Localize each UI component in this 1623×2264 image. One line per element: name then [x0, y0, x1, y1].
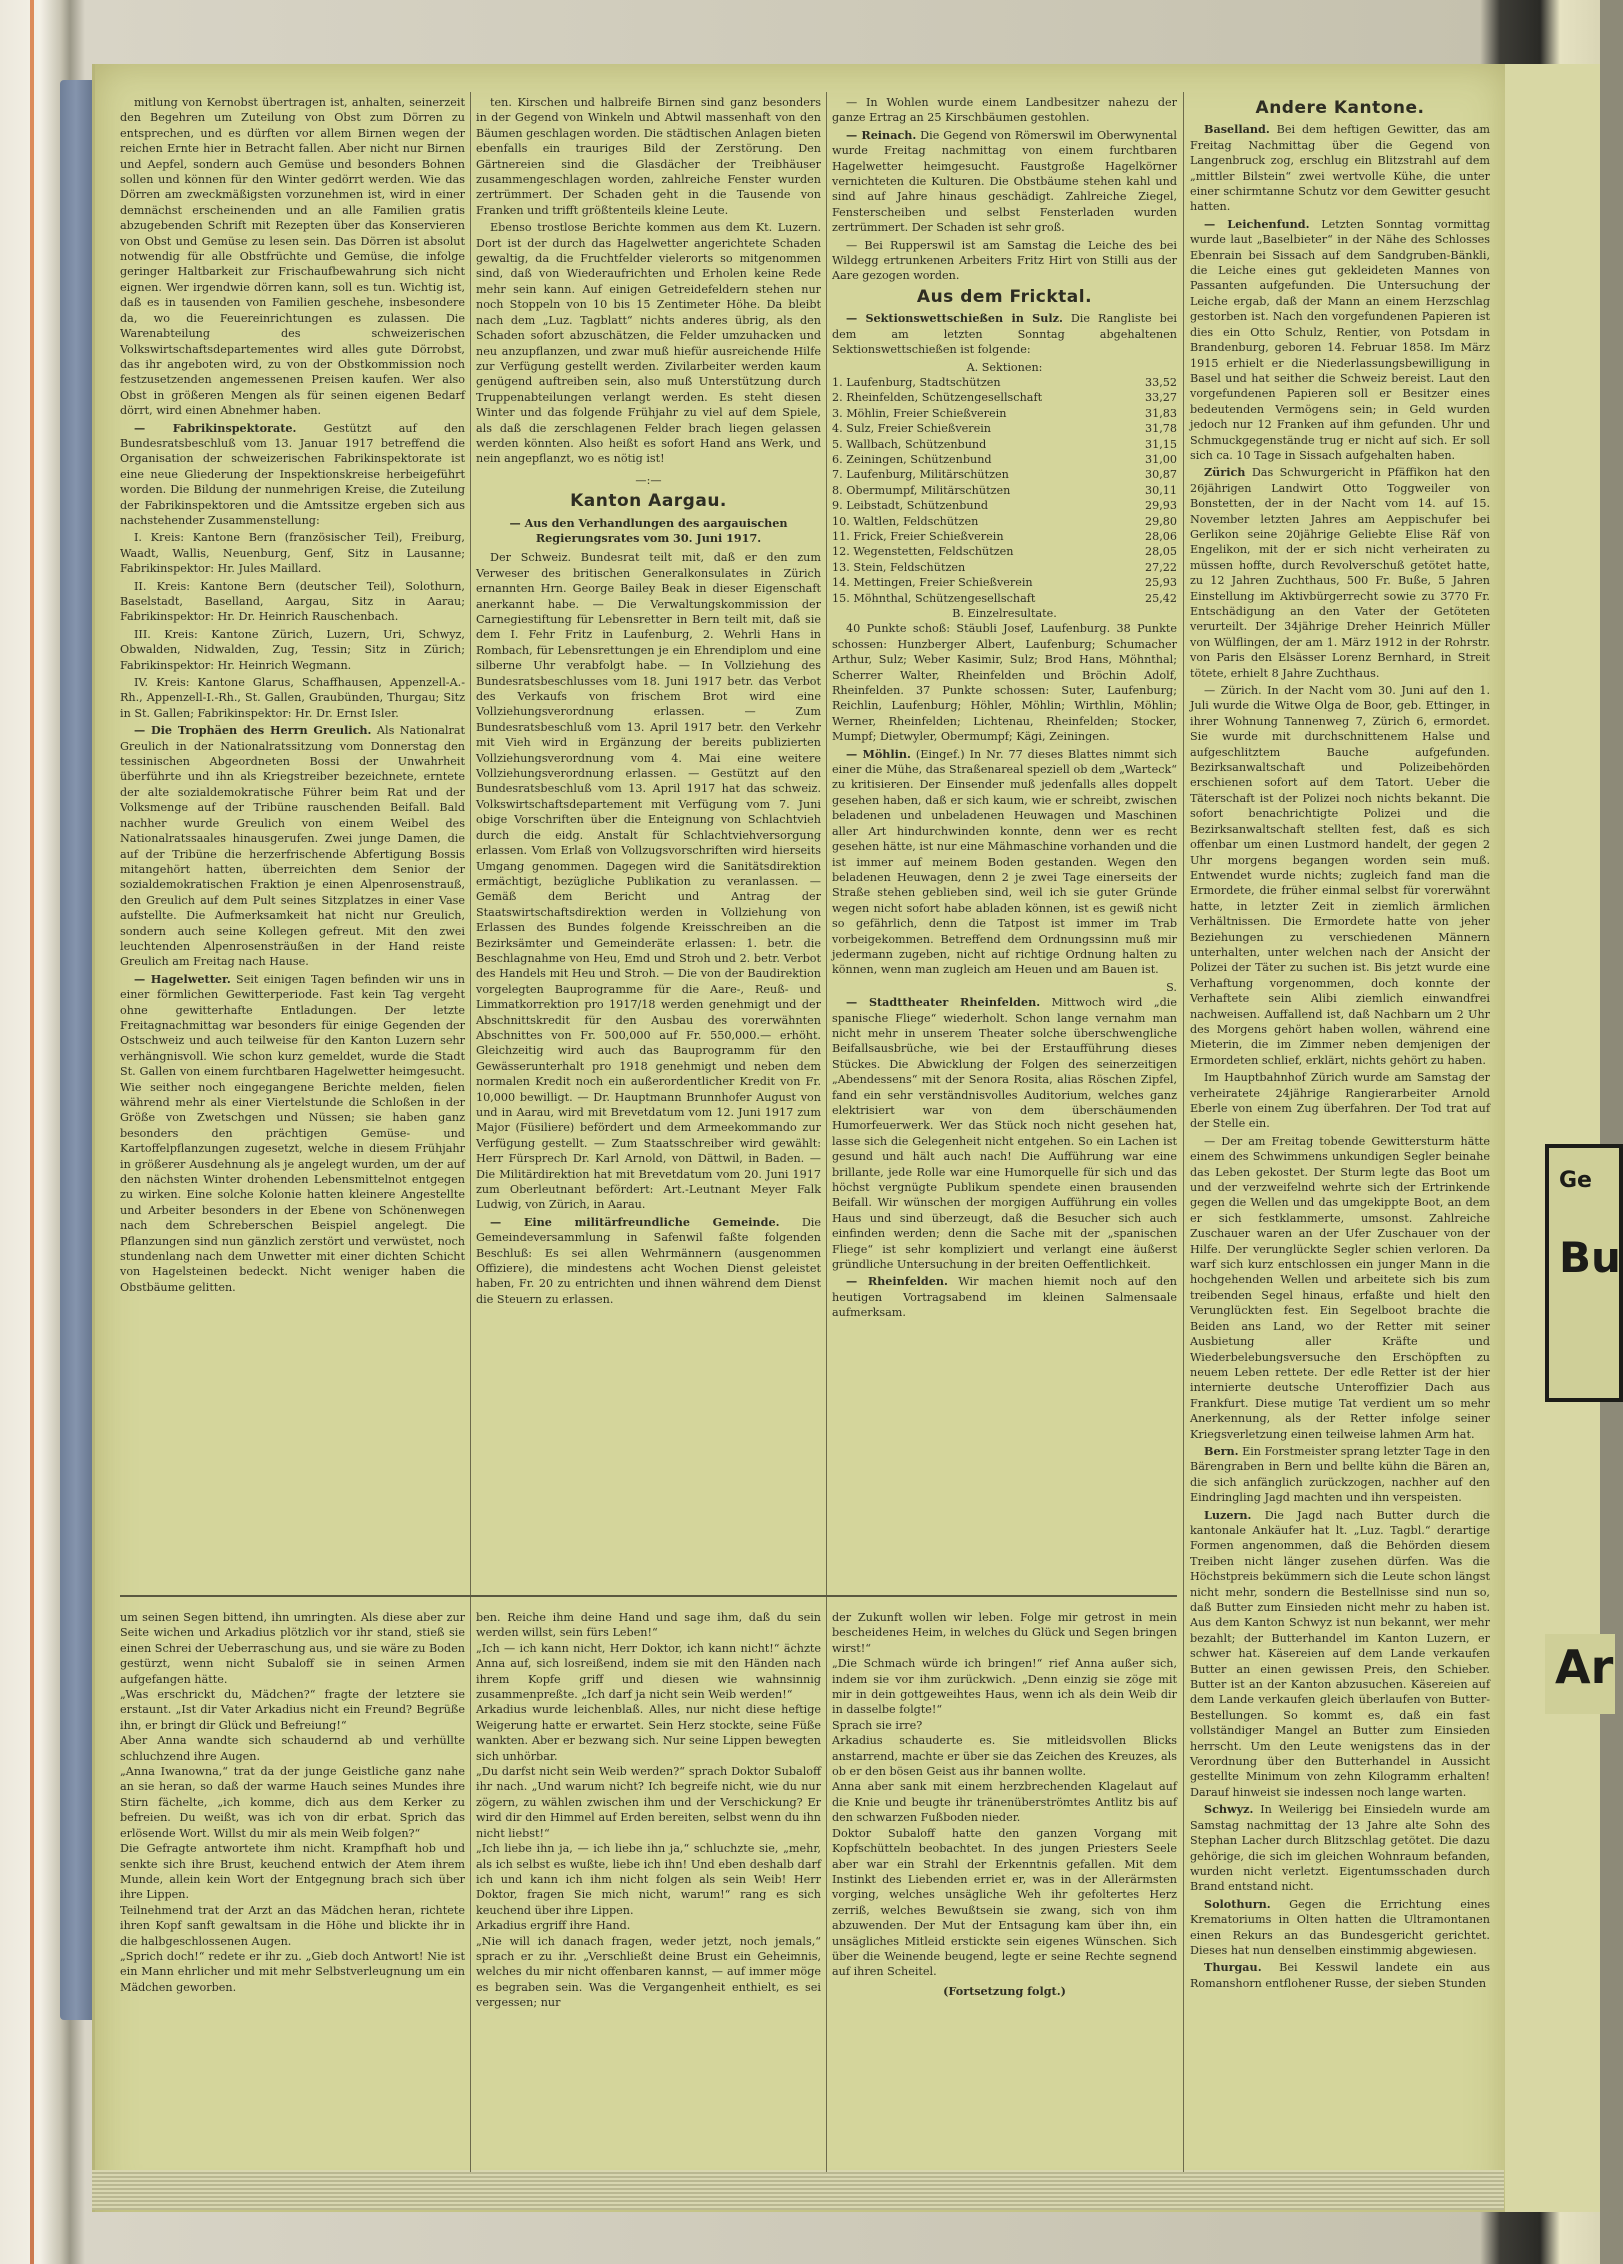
advert-box-2 — [1545, 1634, 1615, 1714]
fricktal-heading: Aus dem Fricktal. — [916, 286, 1093, 307]
aargau-subheading: — Aus den Verhandlungen des aargauischen Regierungsrates vom 30. Juni 1917. — [509, 515, 788, 545]
rupperswil-article: — Bei Rupperswil ist am Samstag die Leiche des bei Wildegg ertrunkenen Arbeiters Fritz Hirt von Stilli aus der Aare gezogen worden. — [832, 238, 1177, 283]
rank-value: 31,15 — [1144, 437, 1177, 451]
moehlin-headline: — Möhlin. — [846, 746, 911, 761]
feuilleton-rule — [120, 1595, 1177, 1597]
zuerich-article-1 — [1190, 465, 1490, 681]
leichenfund-text: Letzten Sonntag vormittag wurde laut „Baselbieter“ in der Nähe des Schlosses Ebenrain bei Sissach auf dem Sandgruben-Bänkli, die Leiche eines gut gekleideten Mannes von Passanten aufgefunden. Die Untersuchung der Leiche ergab, daß der Mann an einem Herzschlag gestorben ist. Nach den vorgefundenen Papieren ist dies ein Otto Schulz, Rentier, von Potsdam in Brandenburg, geboren 14. Februar 1858. Im März 1915 erhielt er die Niederlassungsbewilligung in Basel und hat seither die Schweiz bereist. Laut den vorgefundenen Papieren soll er Besitzer eines bedeutenden Vermögens sein; in Geld wurden jedoch nur 12 Franken auf ihm gefunden. Uhr und Schmuckgegenstände trug er nicht auf sich. Er soll sich ca. 10 Tage in Sissach aufgehalten haben. — [1190, 217, 1490, 462]
rank-row — [832, 437, 1177, 452]
reinach-text: Die Gegend von Römerswil im Oberwynental wurde Freitag nachmittag von einem furchtbaren Hagelwetter heimgesucht. Faustgroße Hagelkörner vernichteten die Kulturen. Die Obstbäume stehen kahl und sind auf Jahre hinaus geschädigt. Zahlreiche Ziegel, Fensterscheiben und selbst Fensterladen wurden zertrümmert. Der Schaden ist sehr groß. — [832, 128, 1177, 235]
hagel-article — [120, 972, 465, 1296]
schiessen-article — [832, 311, 1177, 357]
rank-name: 15. Möhnthal, Schützengesellschaft — [832, 591, 1036, 605]
bern-text: Ein Forstmeister sprang letzter Tage in den Bärengraben in Bern und bellte kühn die Bären an, die sich anfänglich zurückzogen, nachher auf den Eindringling Jagd machten und ihn verspeisten. — [1190, 1444, 1490, 1505]
rheinfelden-article — [832, 1274, 1177, 1320]
rank-value: 29,80 — [1144, 514, 1177, 528]
thurgau-headline: Thurgau. — [1204, 1960, 1262, 1975]
schwyz-article — [1190, 1802, 1490, 1894]
binding-thread — [30, 0, 34, 2264]
rank-value: 33,27 — [1144, 391, 1177, 405]
rank-row — [832, 498, 1177, 513]
baselland-headline: Baselland. — [1204, 122, 1270, 137]
rank-name: 11. Frick, Freier Schießverein — [832, 529, 1004, 543]
rank-row — [832, 452, 1177, 467]
feuilleton-col-3 — [832, 1610, 1177, 2170]
rank-row — [832, 406, 1177, 421]
kreis-2: II. Kreis: Kantone Bern (deutscher Teil), Solothurn, Baselstadt, Baselland, Aargau, Sitz in Aarau; Fabrikinspektor: Hr. Dr. Heinrich Rauschenbach. — [120, 579, 465, 624]
rank-row — [832, 529, 1177, 544]
greulich-headline: — Die Trophäen des Herrn Greulich. — [134, 723, 372, 738]
schiessen-headline: — Sektionswettschießen in Sulz. — [846, 311, 1063, 326]
rank-name: 12. Wegenstetten, Feldschützen — [832, 545, 1014, 559]
zuerich-article-2: — Zürich. In der Nacht vom 30. Juni auf den 1. Juli wurde die Witwe Olga de Boor, geb. Ettinger, in ihrer Wohnung Tannenweg 7, Zürich 6, ermordet. Sie wurde mit durchschnittenem Halse und aufgeschlitztem Bauche aufgefunden. Bezirksanwaltschaft und Polizeibehörden erschienen sofort auf dem Tatort. Ueber die Täterschaft ist der Polizei noch nichts bekannt. Die sofort benachrichtigte Polizei und die Bezirksanwaltschaft stellten fest, daß es sich offenbar um einen Lustmord handelt, der gegen 2 Uhr morgens begangen worden sein muß. Entwendet wurde nichts; zugleich fand man die Ermordete, die früher einmal selbst für vorerwähnt hatte, in letzter Zeit in ziemlich ärmlichen Verhältnissen. Die Ermordete hatte von jeher Beziehungen zu verschiedenen Männern unterhalten, unter welchen nach der Ansicht der Polizei der Täter zu suchen ist. Bis jetzt wurde eine Verhaftung vorgenommen, doch konnte der Verhaftete sein Alibi ziemlich einwandfrei nachweisen. Auffallend ist, daß Nachbarn um 2 Uhr des Morgens gehört haben wollen, während eine Mieterin, die im Zimmer neben demjenigen der Ermordeten schlief, erklärt, nichts gehört zu haben. — [1190, 684, 1490, 1067]
rank-value: 30,87 — [1144, 468, 1177, 482]
rank-row — [832, 390, 1177, 405]
greulich-text: Als Nationalrat Greulich in der Nationalratssitzung vom Donnerstag den tessinischen Abgeordneten Bossi der Unwahrheit überführte und ihn als Kriegstreiber bezeichnete, erntete der alte sozialdemokratische Führer beim Rat und der Volksmenge auf der Tribüne rauschenden Beifall. Bald nachher wurde Greulich von einem Weibel des Nationalratssaales hinausgerufen. Zwei junge Damen, die auf der Tribüne die herzerfrischende Abfertigung Bossis mitangehört hatten, überreichten dem Senior der sozialdemokratischen Fraktion je einen Alpenrosenstrauß, den Greulich auf dem Pult seines Sitzplatzes in einer Vase aufstellte. Die Aufmerksamkeit hat nicht nur Greulich, sondern auch seine Kollegen gefreut. Mit den zwei leuchtenden Alpenrosensträußen in der Hand reiste Greulich am Freitag nach Hause. — [120, 724, 465, 969]
kreis-4: IV. Kreis: Kantone Glarus, Schaffhausen, Appenzell-A.-Rh., Appenzell-I.-Rh., St. Gallen, Graubünden, Thurgau; Sitz in St. Gallen; Fabrikinspektor: Hr. Dr. Ernst Isler. — [120, 676, 465, 720]
feuilleton-text-3: der Zukunft wollen wir leben. Folge mir getrost in mein bescheidenes Heim, in welches du Glück und Segen bringen wirst!“ „Die Schmach würde ich bringen!“ rief Anna außer sich, indem sie vor ihm zurückwich. „Denn einzig sie zöge mit mir in dein gottgeweihtes Haus, wenn ich als dein Weib dir in dasselbe folgte!“ Sprach sie irre? Arkadius schauderte es. Sie mitleidsvollen Blicks anstarrend, machte er über sie das Zeichen des Kreuzes, als ob er den bösen Geist aus ihr bannen wollte. Anna aber sank mit einem herzbrechenden Klagelaut auf die Knie und beugte ihr tränenüberströmtes Antlitz bis auf den schwarzen Fußboden nieder. Doktor Subaloff hatte den ganzen Vorgang mit Kopfschütteln beobachtet. In des jungen Priesters Seele aber war ein Strahl der Erkenntnis gefallen. Mit dem Instinkt des Liebenden erriet er, was in der Allerärmsten vorging, welches unsägliche Weh ihr gefoltertes Herz zerriß, welches Bewußtsein sie zwang, sich von ihm abzuwenden. Der Mut der Entsagung kam über ihn, ein unsägliches Mitleid erstickte sein eigenes Wünschen. Sich über die Weinende beugend, legte er seine Rechte segnend auf ihren Scheitel. — [832, 1611, 1177, 1979]
rank-name: 10. Waltlen, Feldschützen — [832, 514, 979, 528]
column-1 — [120, 95, 465, 1595]
andere-kantone-heading: Andere Kantone. — [1255, 98, 1425, 118]
rank-row — [832, 421, 1177, 436]
solothurn-article — [1190, 1897, 1490, 1959]
rank-name: 8. Obermumpf, Militärschützen — [832, 483, 1011, 497]
rank-row — [832, 591, 1177, 606]
column-2 — [476, 95, 821, 1595]
rheinfelden-headline: — Rheinfelden. — [846, 1274, 948, 1289]
hagel-headline: — Hagelwetter. — [134, 971, 231, 986]
advert-text-2: Bu — [1559, 1233, 1621, 1282]
rank-name: 7. Laufenburg, Militärschützen — [832, 468, 1009, 482]
rank-name: 5. Wallbach, Schützenbund — [832, 437, 987, 451]
theater-article — [832, 995, 1177, 1272]
rank-table — [832, 375, 1177, 606]
feuilleton-text-1: um seinen Segen bittend, ihn umringten. Als diese aber zur Seite wichen und Arkadius plötzlich vor ihr stand, stieß sie einen Schrei der Ueberraschung aus, und sie wäre zu Boden gestürzt, wenn nicht Subaloff sie in seinen Armen aufgefangen hätte. „Was erschrickt du, Mädchen?“ fragte der letztere sie erstaunt. „Ist dir Vater Arkadius nicht ein Freund? Begrüße ihn, er bringt dir Glück und Befreiung!“ Aber Anna wandte sich schaudernd ab und verhüllte schluchzend ihre Augen. „Anna Iwanowna,“ trat da der junge Geistliche ganz nahe an sie heran, so daß der warme Hauch seines Mundes ihre Stirn fächelte, „ich komme, dich aus dem Kerker zu befreien. Du weißt, was ich von dir erbat. Sprich das erlösende Wort. Willst du mir als mein Weib folgen?“ Die Gefragte antwortete ihm nicht. Krampfhaft hob und senkte sich ihre Brust, keuchend entwich der Atem ihrem Munde, allein kein Wort der Entgegnung brach sich über ihre Lippen. Teilnehmend trat der Arzt an das Mädchen heran, richtete ihren Kopf sanft gewaltsam in die Höhe und blickte ihr in die halbgeschlossenen Augen. „Sprich doch!“ redete er ihr zu. „Gieb doch Antwort! Nie ist ein Mann ehrlicher und mit mehr Selbstverleugnung um ein Mädchen geworben. — [120, 1611, 465, 1994]
luzern-headline: Luzern. — [1204, 1507, 1252, 1522]
wohlen-article: — In Wohlen wurde einem Landbesitzer nahezu der ganze Ertrag an 25 Kirschbäumen gestohlen. — [832, 96, 1177, 125]
zuerich-text-1: Das Schwurgericht in Pfäffikon hat den 26jährigen Landwirt Otto Toggweiler von Bonstetten, der in der Nacht vom 14. auf 15. November letzten Jahres am Aeppischufer bei Gerlikon seine 20jährige Geliebte Elise Räf von Engelikon, mit der er sich nicht verheiraten zu müssen hoffte, durch Revolverschuß getötet hatte, zu 12 Jahren Zuchthaus, 500 Fr. Buße, 5 Jahren Einstellung im Aktivbürgerrecht sowie zu 3770 Fr. Entschädigung an den Vater der Getöteten verurteilt. Der 34jährige Dreher Heinrich Müller von Wülflingen, der am 1. März 1912 in der Rohrstr. von Paris den Elsässer Lorenz Bernhard, in Streit tötete, erhielt 8 Jahre Zuchthaus. — [1190, 466, 1491, 680]
greulich-article — [120, 723, 465, 970]
einzel-text: 40 Punkte schoß: Stäubli Josef, Laufenburg. 38 Punkte schossen: Hunzberger Albert, Laufenburg; Schumacher Arthur, Sulz; Weber Kasimir, Sulz; Brod Hans, Möhnthal; Scherrer Walter, Rheinfelden und Bröchin Adolf, Rheinfelden. 37 Punkte schossen: Suter, Laufenburg; Reichlin, Laufenburg; Höhler, Möhlin; Wirthlin, Möhlin; Werner, Rheinfelden; Lichtenau, Rheinfelden; Stocker, Mumpf; Dietwyler, Obermumpf; Kägi, Zeiningen. — [832, 622, 1177, 744]
aargau-article: Der Schweiz. Bundesrat teilt mit, daß er den zum Verweser des britischen Generalkonsulates in Zürich ernannten Hrn. George Bailey Beak in dieser Eigenschaft anerkannt habe. — Die Verwaltungskommission der Carnegiestiftung für Lebensretter in Bern teilt mit, daß sie dem I. Fehr Fritz in Laufenburg, 2. Wehrli Hans in Rombach, für Lebensrettungen je ein Ehrendiplom und eine silberne Uhr verabfolgt habe. — In Vollziehung des Bundesratsbeschlusses vom 18. Juni 1917 betr. das Verbot des Verkaufs von frischem Brot wird eine Vollziehungsverordnung erlassen. — Zum Bundesratsbeschluß vom 13. April 1917 betr. den Verkehr mit Vieh wird in Ergänzung der bereits publizierten Vollziehungsverordnung vom 4. Mai eine weitere Vollziehungsverordnung erlassen. — Gestützt auf den Bundesratsbeschluß vom 13. April 1917 hat das schweiz. Volkswirtschaftsdepartement mit Verfügung vom 7. Juni obige Vorschriften über die Enteignung von Schlachtvieh durch die eidg. Anstalt für Schlachtviehversorgung erlassen. Vom Erlaß von Vollzugsvorschriften wird hierseits Umgang genommen. Dagegen wird die Sanitätsdirektion ermächtigt, bezügliche Publikation zu veranlassen. — Gemäß dem Bericht und Antrag der Staatswirtschaftsdirektion werden in Vollziehung von Erlassen des Bundes folgende Kreisschreiben an die Bezirksämter und Gemeinderäte erlassen: 1. betr. die Beschlagnahme von Heu, Emd und Stroh und 2. betr. Verbot des Handels mit Heu und Stroh. — Die von der Baudirektion vorgelegten Bauprogramme für die Aare-, Reuß- und Limmatkorrektion pro 1917/18 werden genehmigt und der Abschnittskredit für den Ausbau des vorerwähnten Abschnittes von Fr. 500,000 auf Fr. 550,000.— erhöht. Gleichzeitig wird auch das Bauprogramm für den Gewässerunterhalt pro 1918 genehmigt und neben dem normalen Kredit noch ein außerordentlicher Kredit von Fr. 10,000 bewilligt. — Dr. Hauptmann Brunnhofer August von und in Aarau, wird mit Brevetdatum vom 12. Juni 1917 zum Major (Füsiliere) befördert und dem Armeekommando zur Verfügung gestellt. — Zum Staatsschreiber wird gewählt: Herr Fürsprech Dr. Karl Arnold, von Dättwil, in Baden. — Die Militärdirektion hat mit Brevetdatum vom 20. Juni 1917 zum Oberleutnant befördert: Art.-Leutnant Meyer Falk Ludwig, von Zürich, in Aarau. — [476, 551, 821, 1212]
solothurn-headline: Solothurn. — [1204, 1896, 1271, 1911]
rank-row — [832, 514, 1177, 529]
column-rule — [826, 92, 827, 2172]
moehlin-article — [832, 747, 1177, 978]
moehlin-text: (Eingef.) In Nr. 77 dieses Blattes nimmt sich einer die Mühe, das Straßenareal speziell ob dem „Warteck“ zu kritisieren. Der Einsender muß jedenfalls alles doppelt gesehen haben, daß er sich kaum, wie er schreibt, zwischen beladenen und unbeladenen Heuwagen und Maschinen aller Art hindurchwinden konnte, denn wer es recht gesehen hätte, ist nur eine Mähmaschine vorhanden und die ist immer auf meinem Boden gestanden. Wegen den beladenen Heuwagen, denn 2 je zwei Tage einerseits der Straße stehen geblieben sind, weil ich sie guter Gründe wegen nicht sofort habe abladen können, ist es gewiß nicht so gefährlich, denn die Tatpost ist immer im Trab vorbeigekommen. Betreffend dem Ordnungssinn muß mir jedermann zugeben, nicht auf richtige Ordnung halten zu können, wenn man zugleich am Heuen und am Bauen ist. — [832, 747, 1177, 977]
leichenfund-article — [1190, 217, 1490, 464]
rank-name: 9. Leibstadt, Schützenbund — [832, 499, 988, 513]
feuilleton-col-1 — [120, 1610, 465, 2170]
rank-name: 13. Stein, Feldschützen — [832, 560, 966, 574]
rank-value: 28,06 — [1144, 529, 1177, 543]
rank-name: 4. Sulz, Freier Schießverein — [832, 422, 992, 436]
advert-text-3: Ar — [1555, 1640, 1614, 1694]
theater-headline: — Stadttheater Rheinfelden. — [846, 995, 1041, 1010]
schiessen-text: Die Rangliste bei dem am letzten Sonntag abgehaltenen Sektionswettschießen ist folgende: — [832, 312, 1177, 357]
column-rule — [1183, 92, 1184, 2172]
luzern-hagel: Ebenso trostlose Berichte kommen aus dem Kt. Luzern. Dort ist der durch das Hagelwetter angerichtete Schaden gewaltig, da die Fruchtfelder vielerorts so mitgenommen sind, daß von Wiederaufrichten und Erholen keine Rede mehr sein kann. Auf einigen Getreidefeldern stehen nur noch Stoppeln von 10 bis 15 Zentimeter Höhe. Da bleibt nach dem „Luz. Tagblatt“ nichts anderes übrig, als den Schaden sofort abzuschätzen, die Felder umzuhacken und neu anzupflanzen, und zwar muß hiefür ausreichende Hilfe zur Verfügung gestellt werden. Zivilarbeiter werden kaum genügend auftreiben sein, also muß Unterstützung durch Truppenabteilungen verlangt werden. Es steht diesen Winter und das folgende Frühjahr zu viel auf dem Spiele, als daß die zerschlagenen Felder brach liegen gelassen werden könnten. Also heißt es sofort Hand ans Werk, und nein angepflanzt, wo es nötig ist! — [476, 221, 821, 466]
rank-value: 31,83 — [1144, 406, 1177, 420]
feuilleton-col-2 — [476, 1610, 821, 2170]
kreis-3: III. Kreis: Kantone Zürich, Luzern, Uri, Schwyz, Obwalden, Nidwalden, Zug, Tessin; Sitz in Zürich; Fabrikinspektor: Hr. Heinrich Wegmann. — [120, 627, 465, 672]
facing-page — [1505, 64, 1621, 2212]
hagel-text: Seit einigen Tagen befinden wir uns in einer förmlichen Gewitterperiode. Fast kein Tag vergeht ohne gewitterhafte Entladungen. Der letzte Freitagnachmittag war besonders für einige Gegenden der Ostschweiz und auch teilweise für den Kanton Luzern sehr verhängnisvoll. Wie schon kurz gemeldet, wurde die Stadt St. Gallen von einem furchtbaren Hagelwetter heimgesucht. Wie seither noch eingegangene Berichte melden, fielen während mehr als einer Viertelstunde die Schloßen in der Größe von Zwetschgen und Nüssen; sie haben ganz besonders den prächtigen Gemüse- und Kartoffelpflanzungen zugesetzt, welche in diesem Frühjahr in größerer Ausdehnung als je angelegt wurden, um der auf den nächsten Winter drohenden Lebensmittelnot entgegen zu wirken. Eine solche Kolonie hatten kleinere Angestellte und Arbeiter besonders in der Ebene von Schönenwegen nach dem Schreberschen Beispiel angelegt. Die Pflanzungen sind nun gänzlich zerstört und verwüstet, noch stundenlang nach dem Unwetter mit einer dichten Schicht von Hagelsteinen bedeckt. Nicht weniger haben die Obstbäume gelitten. — [120, 972, 466, 1294]
thurgau-text: Bei Kesswil landete ein aus Romanshorn entflohener Russe, der sieben Stunden — [1190, 1961, 1490, 1990]
column-3 — [832, 95, 1177, 1595]
advert-text-1: Ge — [1559, 1168, 1592, 1193]
bern-headline: Bern. — [1204, 1443, 1239, 1458]
militaer-text: Die Gemeindeversammlung in Safenwil faßte folgenden Beschluß: Es sei allen Wehrmännern (ausgenommen Offiziere), die mindestens acht Wochen Dienst geleistet haben, Fr. 20 zu entrichten und ihnen während dem Dienst die Steuern zu erlassen. — [476, 1215, 821, 1306]
obst-article: mitlung von Kernobst übertragen ist, anhalten, seinerzeit den Begehren um Zuteilung von Obst zum Dörren zu entsprechen, und es dürften vor allem Birnen wegen der reichen Ernte hier in Betracht fallen. Aber nicht nur Birnen und Aepfel, sondern auch Gemüse und besonders Bohnen sollen und können für den Winter gedörrt werden. Wie das Dörren am zweckmäßigsten vorzunehmen ist, wird in einer demnächst erscheinenden und an alle Familien gratis abzugebenden Schrift mit Rezepten über das Konservieren von Obst und Gemüse zu lesen sein. Das Dörren ist absolut notwendig für alle Obstfrüchte und Gemüse, die infolge geringer Haltbarkeit zur Frischaufbewahrung sich nicht eignen. Wer irgendwie dörren kann, soll es tun. Wichtig ist, daß es in tausenden von Familien geschehe, insbesondere da, wo die Feuereinrichtungen es zulassen. Die Warenabteilung des schweizerischen Volkswirtschaftsdepartementes wird alles gute Dörrobst, das ihr angeboten wird, zu von der Obstkommission noch festzusetzenden angemessenen Preisen kaufen. Wer also Obst in größeren Mengen als für seinen eigenen Bedarf dörrt, wird einen Abnehmer haben. — [120, 96, 465, 418]
rank-value: 27,22 — [1144, 560, 1177, 574]
rank-value: 25,42 — [1144, 591, 1177, 605]
reinach-article — [832, 128, 1177, 236]
rank-name: 6. Zeiningen, Schützenbund — [832, 452, 992, 466]
hagel-continued: ten. Kirschen und halbreife Birnen sind ganz besonders in der Gegend von Winkeln und Abtwil massenhaft von den Bäumen geschlagen worden. Die städtischen Anlagen bieten ebenfalls ein trauriges Bild der Zerstörung. Den Gärtnereien sind die Glasdächer der Treibhäuser zusammengeschlagen worden, zahlreiche Fenster wurden zertrümmert. Der Schaden geht in die Tausende von Franken und trifft größtenteils kleine Leute. — [476, 96, 821, 217]
zuerich-headline: Zürich — [1204, 465, 1246, 480]
baselland-text: Bei dem heftigen Gewitter, das am Freitag Nachmittag über die Gegend von Langenbruck zog, erschlug ein Blitzstrahl auf dem „mittler Bilstein“ zwei wertvolle Kühe, die unter einer schirmtanne Schutz vor dem Gewitter gesucht hatten. — [1190, 123, 1491, 214]
rank-row — [832, 483, 1177, 498]
bern-article — [1190, 1444, 1490, 1506]
rank-value: 33,52 — [1144, 375, 1177, 389]
rank-value: 30,11 — [1144, 483, 1177, 497]
thurgau-article — [1190, 1960, 1490, 1991]
rank-value: 25,93 — [1144, 576, 1177, 590]
rank-row — [832, 467, 1177, 482]
rank-row — [832, 375, 1177, 390]
sektionen-heading: A. Sektionen: — [966, 360, 1043, 374]
militaer-article — [476, 1215, 821, 1307]
hauptbahnhof-article: Im Hauptbahnhof Zürich wurde am Samstag der verheiratete 24jährige Rangierarbeiter Arnold Eberle von einem Zug überfahren. Der Tod trat auf der Stelle ein. — [1190, 1071, 1490, 1131]
rank-name: 3. Möhlin, Freier Schießverein — [832, 406, 1007, 420]
separator: —:— — [635, 473, 662, 487]
sturm-article: — Der am Freitag tobende Gewittersturm hätte einem des Schwimmens unkundigen Segler beinahe das Leben gekostet. Der Sturm legte das Boot um und der verzweifelnd wehrte sich der Ertrinkende gegen die Wellen und das umgekippte Boot, an dem er sich festklammerte, umsonst. Zahlreiche Zuschauer waren an der Ufer Zuschauer von der Hilfe. Der verunglückte Segler schien verloren. Da warf sich kurz entschlossen ein junger Mann in die hochgehenden Wellen und arbeitete sich bis zum treibenden Segel hinaus, erfaßte und hielt den Verunglückten fest. Ein Segelboot brachte die Beiden ans Land, wo der Retter mit seiner Ausbietung aller Kräfte und Wiederbelebungsversuche den Erschöpften zu neuem Leben rettete. Der edle Retter ist der hier internierte deutsche Unteroffizier Dach aus Frankfurt. Diese mutige Tat verdient um so mehr Anerkennung, als der Retter infolge seiner Kriegsverletzung einen teilweise lahmen Arm hat. — [1190, 1134, 1490, 1441]
einzel-heading: B. Einzelresultate. — [952, 607, 1057, 620]
rank-row — [832, 544, 1177, 559]
fabrik-article — [120, 421, 465, 529]
rank-value: 28,05 — [1144, 545, 1177, 559]
fabrik-headline: — Fabrikinspektorate. — [134, 420, 297, 435]
rank-value: 29,93 — [1144, 499, 1177, 513]
moehlin-signature: S. — [1166, 980, 1177, 994]
leichenfund-headline: — Leichenfund. — [1204, 216, 1310, 231]
rank-value: 31,00 — [1144, 452, 1177, 466]
theater-text: Mittwoch wird „die spanische Fliege“ wiederholt. Schon lange vernahm man nicht mehr in unserem Theater solche überschwengliche Beifallsausbrüche, wie bei der Erstaufführung dieses Stückes. Die Abwicklung der Folgen des seinerzeitigen „Abendessens“ mit der Senora Rosita, alias Röschen Zipfel, fand ein sehr verständnisvolles Auditorium, welches ganz elektrisiert war von dem überschäumenden Humorfeuerwerk. Wer das Stück noch nicht gesehen hat, lasse sich die Gelegenheit nicht entgehen. So ein Lachen ist gesund und hält auch nach! Die Aufführung war eine brillante, jede Rolle war eine Humorquelle für sich und das höchst vergnügte Publikum spendete einen brausenden Beifall. Wir wünschen der morgigen Aufführung ein volles Haus und sind überzeugt, daß die Besucher sich auch einfinden werden; denn die Sache mit der „spanischen Fliege“ ist sehr kompliziert und verlangt eine äußerst gründliche Untersuchung in der breiten Oeffentlichkeit. — [832, 996, 1177, 1272]
rank-name: 14. Mettingen, Freier Schießverein — [832, 576, 1033, 590]
column-4 — [1190, 95, 1490, 2205]
baselland-article — [1190, 122, 1490, 214]
militaer-headline: — Eine militärfreundliche Gemeinde. — [490, 1214, 780, 1229]
schwyz-text: In Weilerigg bei Einsiedeln wurde am Samstag nachmittag der 13 Jahre alte Sohn des Stephan Lacher durch Blitzschlag getötet. Die dazu gehörige, die sich im gleichen Wohnraum befanden, wurden nicht verletzt. Eigentumsschaden durch Brand entstand nicht. — [1190, 1803, 1490, 1894]
advert-box-1 — [1545, 1144, 1623, 1402]
rank-row — [832, 560, 1177, 575]
kreis-1: I. Kreis: Kantone Bern (französischer Teil), Freiburg, Waadt, Wallis, Neuenburg, Genf, Sitz in Lausanne; Fabrikinspektor: Hr. Jules Maillard. — [120, 531, 465, 576]
aargau-heading: Kanton Aargau. — [570, 491, 727, 512]
rheinfelden-text: Wir machen hiemit noch auf den heutigen Vortragsabend im kleinen Salmensaale aufmerksam. — [832, 1275, 1177, 1320]
column-rule — [470, 92, 471, 2172]
rank-row — [832, 575, 1177, 590]
feuilleton-text-2: ben. Reiche ihm deine Hand und sage ihm, daß du sein werden willst, sein fürs Leben!“ „Ich — ich kann nicht, Herr Doktor, ich kann nicht!“ ächzte Anna auf, sich losreißend, indem sie mit den Händen nach ihrem Kopfe griff und diesen wie wahnsinnig zusammenpreßte. „Ich darf ja nicht sein Weib werden!“ Arkadius wurde leichenblaß. Alles, nur nicht diese heftige Weigerung hatte er erwartet. Sein Herz stockte, seine Füße wankten. Aber er bezwang sich. Nur seine Lippen bewegten sich unhörbar. „Du darfst nicht sein Weib werden?“ sprach Doktor Subaloff ihr nach. „Und warum nicht? Ich begreife nicht, wie du nur zögern, zu wählen zwischen ihm und der Verschickung? Er wird dir den Himmel auf Erden bereiten, selbst wenn du ihn nicht liebst!“ „Ich liebe ihn ja, — ich liebe ihn ja,“ schluchzte sie, „mehr, als ich selbst es wußte, liebe ich ihn! Und eben deshalb darf ich und kann ich ihm nicht folgen als sein Weib! Herr Doktor, fragen Sie mich nicht, warum!“ rang es sich keuchend über ihre Lippen. Arkadius ergriff ihre Hand. „Nie will ich danach fragen, weder jetzt, noch jemals,“ sprach er zu ihr. „Verschließt deine Brust ein Geheimnis, welches du mir nicht offenbaren kannst, — auf immer möge es begraben sein. Was die Vergangenheit enthielt, es sei vergessen; nur — [476, 1611, 821, 2010]
luzern-text: Die Jagd nach Butter durch die kantonale Ankäufer hat lt. „Luz. Tagbl.“ derartige Formen angenommen, daß die Behörden diesem Treiben nicht länger zusehen dürfen. Was die Höchstpreis bekümmern sich die Leute schon längst nicht mehr, sondern die Bestellnisse sind nun so, daß Butter zum Einsieden nicht mehr zu haben ist. Aus dem Kanton Schwyz ist nun bekannt, wer mehr bezahlt; der Butterhandel im Kanton Luzern, er schwer hat. Käsereien auf dem Lande verkaufen Butter an einen gewissen Preis, den Schieber. Butter ist an der Kanton abzusuchen. Käsereien auf dem Lande verkaufen gleich überlaufen von Butter-Bestellungen. So kommt es, daß ein fast vollständiger Mangel an Butter zum Einsieden herrscht. Um den Leute wenigstens das in der Verordnung über den Butterhandel in Aussicht gestellte Minimum von zehn Kilogramm erhalten! Darauf hinweist sie indessen noch lange warten. — [1190, 1508, 1490, 1799]
fortsetzung-note: (Fortsetzung folgt.) — [943, 1983, 1066, 1998]
rank-name: 1. Laufenburg, Stadtschützen — [832, 375, 1001, 389]
reinach-headline: — Reinach. — [846, 127, 917, 142]
solothurn-text: Gegen die Errichtung eines Krematoriums in Olten hatten die Ultramontanen einen Rekurs an das Bundesgericht gerichtet. Dieses hat nun denselben einstimmig abgewiesen. — [1190, 1897, 1490, 1957]
rank-value: 31,78 — [1144, 422, 1177, 436]
fabrik-text: Gestützt auf den Bundesratsbeschluß vom 13. Januar 1917 betreffend die Organisation der schweizerischen Fabrikinspektorate ist eine neue Gliederung der Inspektionskreise herbeigeführt worden. Die Bildung der nunmehrigen Kreise, die Zuteilung der Fabrikinspektoren und die Amtssitze ergeben sich aus nachstehender Zusammenstellung: — [120, 421, 465, 527]
rank-name: 2. Rheinfelden, Schützengesellschaft — [832, 391, 1043, 405]
schwyz-headline: Schwyz. — [1204, 1802, 1254, 1817]
luzern-article — [1190, 1508, 1490, 1801]
